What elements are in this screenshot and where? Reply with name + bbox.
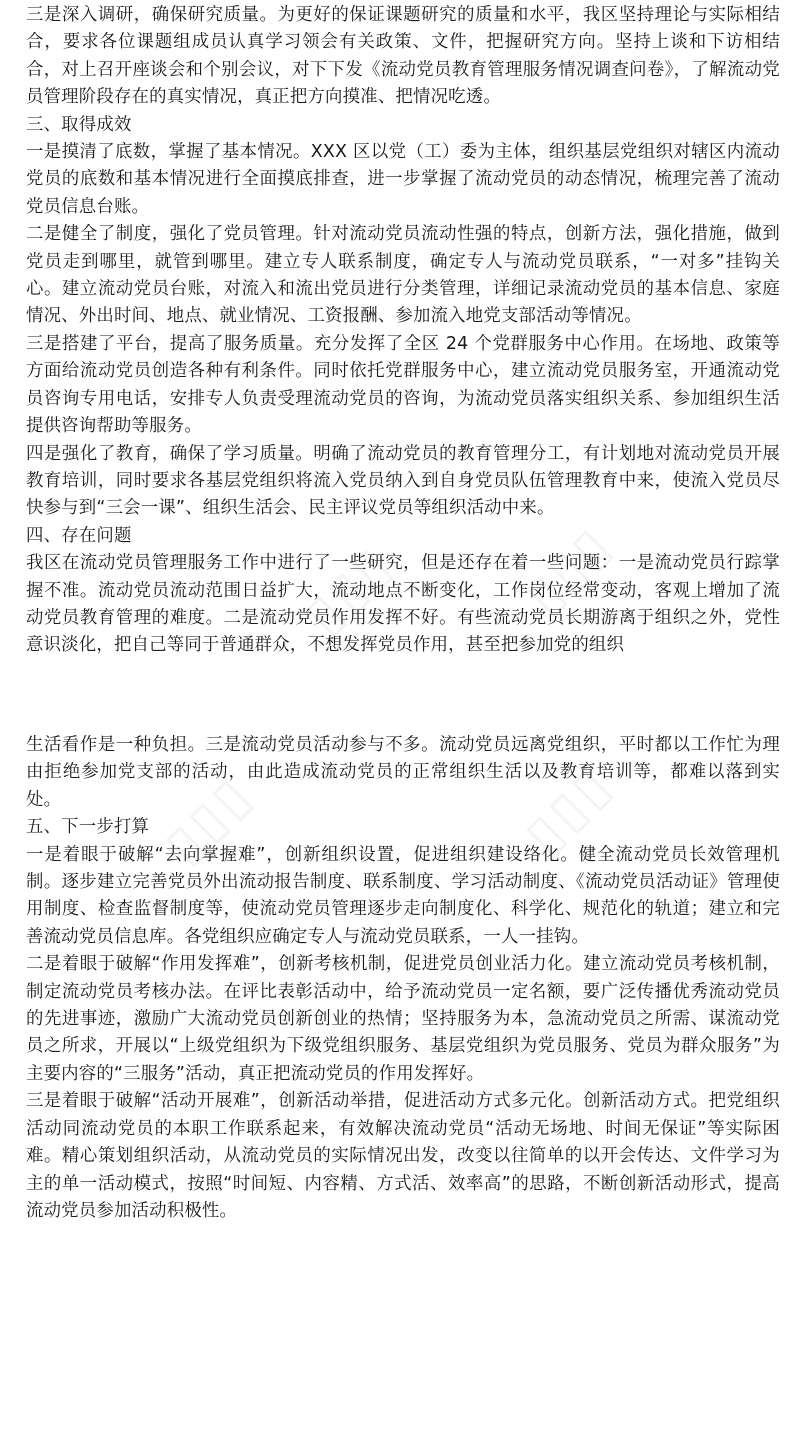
section-heading: 四、存在问题 xyxy=(26,525,132,546)
page-1-body xyxy=(26,2,780,660)
paragraph: 生活看作是一种负担。三是流动党员活动参与不多。流动党员远离党组织，平时都以工作忙为理由拒绝参加党支部的活动，由此造成流动党员的正常组织生活以及教育培训等，都难以落到实处。 xyxy=(26,735,780,810)
paragraph: 二是健全了制度，强化了党员管理。针对流动党员流动性强的特点，创新方法，强化措施，做到党员走到哪里，就管到哪里。建立专人联系制度，确定专人与流动党员联系，“一对多”挂钩关心。建立流动党员台账，对流入和流出党员进行分类管理，详细记录流动党员的基本信息、家庭情况、外出时间、地点、就业情况、工资报酬、参加流入地党支部活动等情况。 xyxy=(26,224,780,327)
watermark-mark: ▯▯▯ xyxy=(513,514,625,626)
document-page-2 xyxy=(0,700,800,1435)
section-heading: 五、下一步打算 xyxy=(26,817,150,838)
paragraph: 一是摸清了底数，掌握了基本情况。XXX 区以党（工）委为主体，组织基层党组织对辖区内流动党员的底数和基本情况进行全面摸底排查，进一步掌握了流动党员的动态情况，梳理完善了流动党员信息台账。 xyxy=(26,142,780,217)
document-page-1 xyxy=(0,0,800,700)
paragraph: 三是着眼于破解“活动开展难”，创新活动举措，促进活动方式多元化。创新活动方式。把党组织活动同流动党员的本职工作联系起来，有效解决流动党员“活动无场地、时间无保证”等实际困难。精心策划组织活动，从流动党员的实际情况出发，改变以往简单的以开会传达、文件学习为主的单一活动模式，按照“时间短、内容精、方式活、效率高”的思路，不断创新活动形式，提高流动党员参加活动积极性。 xyxy=(26,1091,780,1221)
section-heading: 三、取得成效 xyxy=(26,114,132,135)
watermark-mark: ▯▯▯ xyxy=(293,534,405,646)
watermark-mark: ▯▯▯ xyxy=(153,764,265,876)
paragraph: 三是搭建了平台，提高了服务质量。充分发挥了全区 24 个党群服务中心作用。在场地、政策等方面给流动党员创造各种有利条件。同时依托党群服务中心，建立流动党员服务室，开通流动党员咨询专用电话，安排专人负责受理流动党员的咨询，为流动党员落实组织关系、参加组织生活提供咨询帮助等服务。 xyxy=(26,333,780,437)
paragraph: 三是深入调研，确保研究质量。为更好的保证课题研究的质量和水平，我区坚持理论与实际相结合，要求各位课题组成员认真学习领会有关政策、文件，把握研究方向。坚持上谈和下访相结合，对上召开座谈会和个别会议，对下下发《流动党员教育管理服务情况调查问卷》，了解流动党员管理阶段存在的真实情况，真正把方向摸准、把情况吃透。 xyxy=(26,5,780,108)
paragraph: 一是着眼于破解“去向掌握难”，创新组织设置，促进组织建设络化。健全流动党员长效管理机制。逐步建立完善党员外出流动报告制度、联系制度、学习活动制度、《流动党员活动证》管理使用制度、检查监督制度等，使流动党员管理逐步走向制度化、科学化、规范化的轨道；建立和完善流动党员信息库。各党组织应确定专人与流动党员联系，一人一挂钩。 xyxy=(26,844,780,947)
watermark-mark: ▯▯▯ xyxy=(513,754,625,866)
page-2-body xyxy=(26,732,780,1225)
paragraph: 四是强化了教育，确保了学习质量。明确了流动党员的教育管理分工，有计划地对流动党员开展教育培训，同时要求各基层党组织将流入党员纳入到自身党员队伍管理教育中来，使流入党员尽快参与到“三会一课”、组织生活会、民主评议党员等组织活动中来。 xyxy=(26,443,780,519)
paragraph: 我区在流动党员管理服务工作中进行了一些研究，但是还存在着一些问题：一是流动党员行踪掌握不准。流动党员流动范围日益扩大，流动地点不断变化，工作岗位经常变动，客观上增加了流动党员教育管理的难度。二是流动党员作用发挥不好。有些流动党员长期游离于组织之外，党性意识淡化，把自己等同于普通群众，不想发挥党员作用，甚至把参加党的组织 xyxy=(26,553,780,656)
paragraph: 二是着眼于破解“作用发挥难”，创新考核机制，促进党员创业活力化。建立流动党员考核机制，制定流动党员考核办法。在评比表彰活动中，给予流动党员一定名额，要广泛传播优秀流动党员的先进事迹，激励广大流动党员创新创业的热情；坚持服务为本，急流动党员之所需、谋流动党员之所求，开展以“上级党组织为下级党组织服务、基层党组织为党员服务、党员为群众服务”为主要内容的“三服务”活动，真正把流动党员的作用发挥好。 xyxy=(26,954,780,1084)
